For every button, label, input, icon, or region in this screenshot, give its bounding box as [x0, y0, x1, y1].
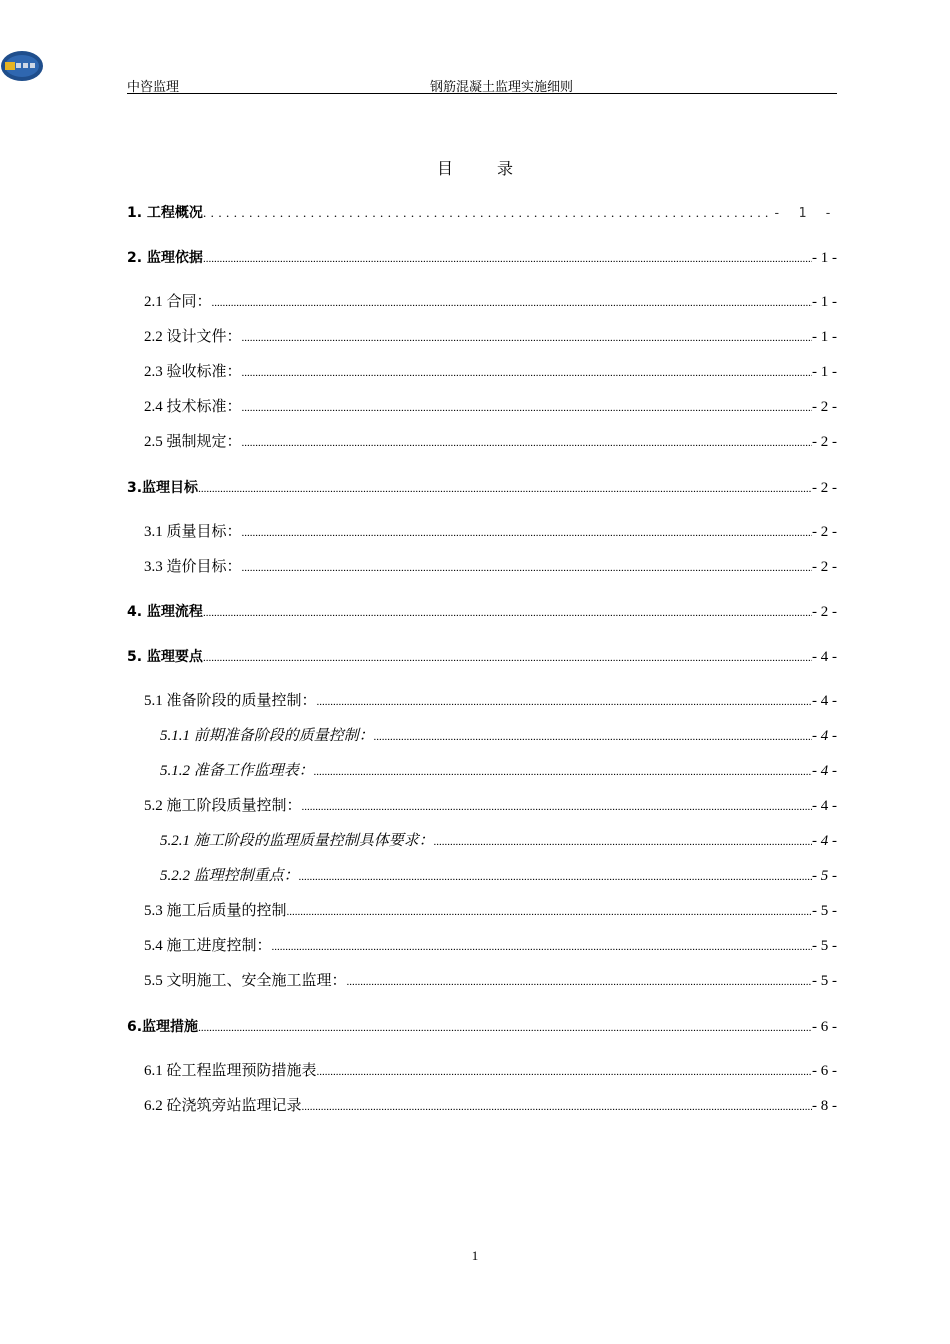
- toc-dot-leader: [242, 327, 812, 348]
- toc-dot-leader: [317, 691, 812, 712]
- toc-entry-label: 4. 监理流程: [127, 604, 203, 620]
- header-doc-title: 钢筋混凝土监理实施细则: [430, 79, 574, 94]
- toc-entry[interactable]: [127, 432, 837, 453]
- footer-page-number: 1: [471, 1248, 479, 1263]
- toc-entry-page: - 2 -: [812, 604, 837, 620]
- toc-entry-label: 2. 监理依据: [127, 250, 203, 266]
- toc-entry[interactable]: [127, 327, 837, 348]
- toc-entry-page: - 2 -: [812, 559, 837, 575]
- toc-entry-page: - 4 -: [812, 833, 837, 849]
- toc-entry[interactable]: [127, 1017, 837, 1038]
- toc-entry-page: - 6 -: [812, 1019, 837, 1035]
- toc-entry[interactable]: [127, 831, 837, 852]
- toc-entry[interactable]: [127, 647, 837, 668]
- toc-entry-page: - 1 -: [812, 294, 837, 310]
- toc-entry[interactable]: [127, 901, 837, 922]
- toc-entry[interactable]: [127, 522, 837, 543]
- toc-entry[interactable]: [127, 557, 837, 578]
- toc-dot-leader: [302, 1096, 812, 1117]
- toc-entry-label: 5.2.1 施工阶段的监理质量控制具体要求：: [160, 833, 434, 849]
- toc-dot-leader: [242, 557, 812, 578]
- toc-entry[interactable]: [127, 478, 837, 499]
- header-company: 中咨监理: [127, 79, 180, 94]
- toc-entry-page: - 5 -: [812, 938, 837, 954]
- toc-dot-leader: [287, 901, 812, 922]
- toc-dot-leader: [198, 478, 812, 499]
- toc-entry[interactable]: [127, 602, 837, 623]
- toc-dot-leader: [242, 362, 812, 383]
- toc-entry[interactable]: [127, 397, 837, 418]
- toc-dot-leader: [434, 831, 812, 852]
- toc-entry-label: 2.5 强制规定：: [144, 434, 242, 450]
- toc-entry-label: 5.1.2 准备工作监理表：: [160, 763, 314, 779]
- toc-dot-leader: [374, 726, 812, 747]
- toc-title: 目 录: [436, 161, 533, 178]
- toc-entry-label: 3.1 质量目标：: [144, 524, 242, 540]
- toc-entry-label: 6.2 砼浇筑旁站监理记录: [144, 1098, 302, 1114]
- toc-entry[interactable]: [127, 248, 837, 269]
- company-logo: [0, 50, 44, 82]
- toc-entry-page: - 2 -: [812, 399, 837, 415]
- toc-entry[interactable]: [127, 1061, 837, 1082]
- toc-dot-leader: [242, 397, 812, 418]
- toc-entry-page: - 4 -: [812, 798, 837, 814]
- toc-entry-label: 5.1 准备阶段的质量控制：: [144, 693, 317, 709]
- header-divider: [127, 93, 837, 94]
- toc-entry[interactable]: [127, 936, 837, 957]
- toc-entry-page: - 5 -: [812, 973, 837, 989]
- toc-entry[interactable]: [127, 796, 837, 817]
- toc-entry-page: - 1 -: [812, 329, 837, 345]
- toc-entry-page: - 5 -: [812, 903, 837, 919]
- toc-entry-page: - 6 -: [812, 1063, 837, 1079]
- toc-entry-label: 2.3 验收标准：: [144, 364, 242, 380]
- toc-entry-label: 5.4 施工进度控制：: [144, 938, 272, 954]
- toc-entry-page: - 1 -: [772, 206, 837, 221]
- toc-entry-page: - 2 -: [812, 434, 837, 450]
- toc-dot-leader: [347, 971, 812, 992]
- toc-entry-label: 1. 工程概况: [127, 205, 203, 221]
- toc-dot-leader: [302, 796, 812, 817]
- toc-dot-leader: [203, 203, 773, 223]
- toc-dot-leader: [272, 936, 812, 957]
- toc-entry-page: - 4 -: [812, 763, 837, 779]
- toc-entry[interactable]: [127, 292, 837, 313]
- toc-entry-page: - 4 -: [812, 728, 837, 744]
- toc-entry-label: 6.1 砼工程监理预防措施表: [144, 1063, 317, 1079]
- toc-dot-leader: [317, 1061, 812, 1082]
- toc-dot-leader: [203, 248, 812, 269]
- toc-entry[interactable]: [127, 971, 837, 992]
- toc-entry-label: 5.2 施工阶段质量控制：: [144, 798, 302, 814]
- toc-entry-label: 2.2 设计文件：: [144, 329, 242, 345]
- toc-entry[interactable]: [127, 866, 837, 887]
- toc-entry-label: 3.监理目标: [127, 480, 199, 496]
- toc-dot-leader: [198, 1017, 812, 1038]
- toc-entry[interactable]: [127, 691, 837, 712]
- toc-entry-page: - 8 -: [812, 1098, 837, 1114]
- toc-entry-label: 2.4 技术标准：: [144, 399, 242, 415]
- toc-entry-page: - 4 -: [812, 693, 837, 709]
- toc-dot-leader: [203, 647, 812, 668]
- toc-entry-label: 5.3 施工后质量的控制: [144, 903, 287, 919]
- toc-entry-label: 6.监理措施: [127, 1019, 199, 1035]
- toc-dot-leader: [203, 602, 812, 623]
- toc-entry[interactable]: [127, 362, 837, 383]
- toc-entry-page: - 2 -: [812, 524, 837, 540]
- toc-entry-label: 2.1 合同：: [144, 294, 212, 310]
- toc-dot-leader: [314, 761, 812, 782]
- toc-dot-leader: [242, 432, 812, 453]
- toc-entry[interactable]: [127, 726, 837, 747]
- toc-entry-page: - 5 -: [812, 868, 837, 884]
- toc-entry-page: - 1 -: [812, 364, 837, 380]
- toc-entry-label: 5.1.1 前期准备阶段的质量控制：: [160, 728, 374, 744]
- toc-dot-leader: [299, 866, 812, 887]
- toc-entry[interactable]: [127, 761, 837, 782]
- toc-entry[interactable]: [127, 203, 837, 224]
- toc-dot-leader: [212, 292, 812, 313]
- toc-dot-leader: [242, 522, 812, 543]
- toc-entry-label: 5. 监理要点: [127, 649, 203, 665]
- toc-entry-label: 3.3 造价目标：: [144, 559, 242, 575]
- toc-entry[interactable]: [127, 1096, 837, 1117]
- toc-entry-page: - 2 -: [812, 480, 837, 496]
- toc-entry-page: - 4 -: [812, 649, 837, 665]
- toc-entry-page: - 1 -: [812, 250, 837, 266]
- toc-entry-label: 5.5 文明施工、安全施工监理：: [144, 973, 347, 989]
- toc-entry-label: 5.2.2 监理控制重点：: [160, 868, 299, 884]
